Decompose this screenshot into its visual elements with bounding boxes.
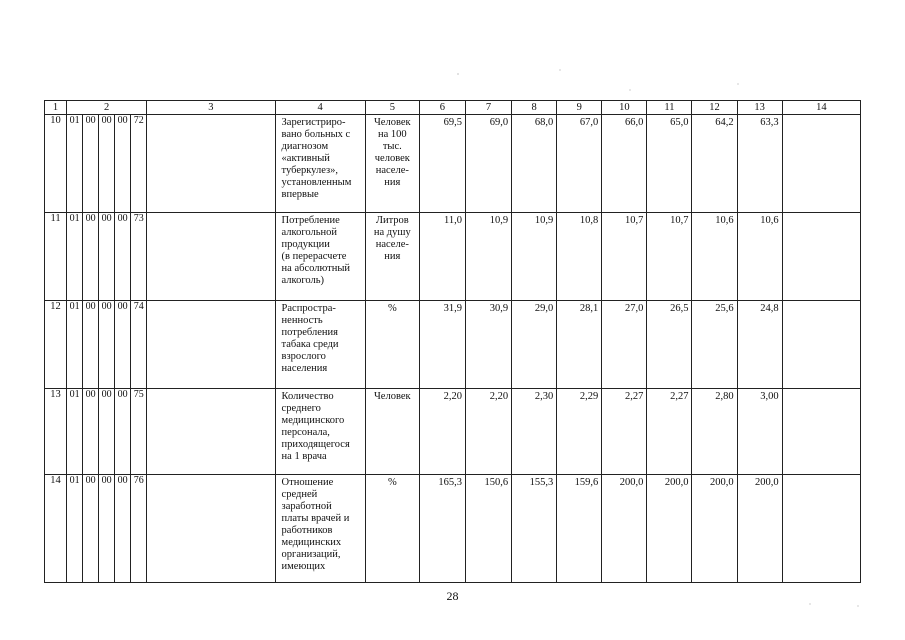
code-cell: 73 <box>131 213 147 301</box>
col-header-9: 9 <box>557 101 602 115</box>
indicator-cell: Зарегистриро- вано больных с диагнозом «активный туберкулез», установленным впервые <box>275 115 365 213</box>
value-text: 150,6 <box>484 477 509 488</box>
empty-col-14-cell <box>782 115 860 213</box>
value-cell <box>557 301 602 389</box>
code-cell: 00 <box>83 301 99 389</box>
indicator-cell: Потребление алкогольной продукции (в перерасчете на абсолютный алкоголь) <box>275 213 365 301</box>
code-cell: 00 <box>115 301 131 389</box>
value-cell <box>512 115 557 213</box>
value-text: 2,27 <box>670 391 689 402</box>
value-text: 200,0 <box>755 477 779 488</box>
code-cell: 00 <box>83 475 99 583</box>
code-cell: 00 <box>115 389 131 475</box>
value-cell <box>692 389 737 475</box>
code-cell: 00 <box>83 389 99 475</box>
value-cell <box>419 301 465 389</box>
empty-col-3-cell <box>147 115 275 213</box>
code-cell: 00 <box>83 115 99 213</box>
col-header-7: 7 <box>465 101 511 115</box>
value-text: 26,5 <box>670 303 689 314</box>
column-number-row <box>45 101 861 115</box>
col-header-4: 4 <box>275 101 365 115</box>
value-text: 25,6 <box>715 303 734 314</box>
col-header-12: 12 <box>692 101 737 115</box>
unit-cell: Человек на 100 тыс. человек населе- ния <box>365 115 419 213</box>
value-text: 10,6 <box>715 215 734 226</box>
value-cell <box>602 115 647 213</box>
col-header-13: 13 <box>737 101 782 115</box>
value-cell <box>737 213 782 301</box>
value-text: 63,3 <box>760 117 779 128</box>
value-cell <box>737 115 782 213</box>
row-number-cell: 12 <box>45 301 67 389</box>
col-header-2: 2 <box>67 101 147 115</box>
value-text: 155,3 <box>529 477 554 488</box>
col-header-1: 1 <box>45 101 67 115</box>
empty-col-3-cell <box>147 475 275 583</box>
code-cell: 75 <box>131 389 147 475</box>
value-cell <box>602 301 647 389</box>
value-text: 67,0 <box>579 117 599 128</box>
empty-col-14-cell <box>782 213 860 301</box>
value-cell <box>557 213 602 301</box>
code-cell: 00 <box>99 115 115 213</box>
value-cell <box>512 389 557 475</box>
value-cell <box>419 213 465 301</box>
value-text: 10,7 <box>625 215 644 226</box>
value-text: 10,6 <box>760 215 779 226</box>
value-text: 28,1 <box>579 303 599 314</box>
col-header-11: 11 <box>647 101 692 115</box>
value-cell <box>692 475 737 583</box>
unit-cell: Человек <box>365 389 419 475</box>
value-cell <box>512 301 557 389</box>
unit-cell: Литров на душу населе- ния <box>365 213 419 301</box>
code-cell: 01 <box>67 213 83 301</box>
value-cell <box>419 389 465 475</box>
table-row <box>45 213 861 301</box>
value-cell <box>557 475 602 583</box>
page-number: 28 <box>446 589 459 603</box>
table-row <box>45 389 861 475</box>
value-text: 10,7 <box>670 215 689 226</box>
table-row <box>45 115 861 213</box>
value-text: 2,20 <box>489 391 509 402</box>
row-number-cell: 10 <box>45 115 67 213</box>
value-text: 29,0 <box>534 303 554 314</box>
code-cell: 76 <box>131 475 147 583</box>
value-cell <box>602 213 647 301</box>
value-cell <box>419 475 465 583</box>
code-cell: 01 <box>67 389 83 475</box>
unit-cell: % <box>365 475 419 583</box>
table-body <box>45 101 861 583</box>
value-cell <box>647 213 692 301</box>
empty-col-14-cell <box>782 389 860 475</box>
code-cell: 00 <box>99 301 115 389</box>
empty-col-3-cell <box>147 213 275 301</box>
value-cell <box>647 301 692 389</box>
value-text: 24,8 <box>760 303 779 314</box>
empty-col-3-cell <box>147 389 275 475</box>
col-header-10: 10 <box>602 101 647 115</box>
col-header-6: 6 <box>419 101 465 115</box>
code-cell: 00 <box>99 389 115 475</box>
value-cell <box>419 115 465 213</box>
value-cell <box>465 213 511 301</box>
value-text: 200,0 <box>619 477 644 488</box>
row-number-cell: 14 <box>45 475 67 583</box>
value-cell <box>557 115 602 213</box>
value-cell <box>737 475 782 583</box>
code-cell: 00 <box>115 213 131 301</box>
col-header-5: 5 <box>365 101 419 115</box>
data-table <box>44 100 861 583</box>
code-cell: 01 <box>67 301 83 389</box>
value-text: 65,0 <box>670 117 689 128</box>
value-cell <box>692 115 737 213</box>
value-cell <box>602 389 647 475</box>
table-row <box>45 301 861 389</box>
value-text: 69,5 <box>443 117 462 128</box>
value-cell <box>737 301 782 389</box>
value-text: 66,0 <box>625 117 644 128</box>
col-header-8: 8 <box>512 101 557 115</box>
value-text: 2,27 <box>625 391 644 402</box>
value-text: 200,0 <box>664 477 689 488</box>
value-text: 11,0 <box>443 215 462 226</box>
empty-col-3-cell <box>147 301 275 389</box>
value-text: 68,0 <box>534 117 554 128</box>
value-cell <box>465 389 511 475</box>
col-header-3: 3 <box>147 101 275 115</box>
code-cell: 00 <box>99 213 115 301</box>
value-text: 31,9 <box>443 303 462 314</box>
empty-col-14-cell <box>782 301 860 389</box>
indicator-cell: Отношение средней заработной платы врачей и работников медицинских организаций, имеющих <box>275 475 365 583</box>
value-text: 30,9 <box>489 303 509 314</box>
value-text: 2,20 <box>443 391 462 402</box>
value-cell <box>737 389 782 475</box>
value-cell <box>692 301 737 389</box>
value-text: 2,29 <box>579 391 599 402</box>
code-cell: 72 <box>131 115 147 213</box>
code-cell: 00 <box>115 115 131 213</box>
value-text: 2,80 <box>715 391 734 402</box>
value-text: 2,30 <box>534 391 554 402</box>
code-cell: 01 <box>67 475 83 583</box>
value-text: 10,9 <box>534 215 554 226</box>
value-cell <box>647 475 692 583</box>
value-cell <box>602 475 647 583</box>
code-cell: 00 <box>115 475 131 583</box>
value-cell <box>647 389 692 475</box>
row-number-cell: 11 <box>45 213 67 301</box>
code-cell: 00 <box>83 213 99 301</box>
value-cell <box>465 475 511 583</box>
value-cell <box>512 475 557 583</box>
value-cell <box>692 213 737 301</box>
indicator-cell: Количество среднего медицинского персонала, приходящегося на 1 врача <box>275 389 365 475</box>
unit-cell: % <box>365 301 419 389</box>
value-text: 64,2 <box>715 117 734 128</box>
value-text: 10,8 <box>579 215 599 226</box>
code-cell: 74 <box>131 301 147 389</box>
value-cell <box>557 389 602 475</box>
table-row <box>45 475 861 583</box>
value-text: 69,0 <box>489 117 509 128</box>
value-text: 165,3 <box>438 477 462 488</box>
col-header-14: 14 <box>782 101 860 115</box>
value-cell <box>512 213 557 301</box>
value-text: 27,0 <box>625 303 644 314</box>
value-cell <box>465 301 511 389</box>
indicator-cell: Распростра- ненность потребления табака среди взрослого населения <box>275 301 365 389</box>
value-text: 200,0 <box>709 477 734 488</box>
row-number-cell: 13 <box>45 389 67 475</box>
code-cell: 00 <box>99 475 115 583</box>
value-text: 3,00 <box>760 391 779 402</box>
value-text: 159,6 <box>574 477 599 488</box>
value-cell <box>647 115 692 213</box>
value-cell <box>465 115 511 213</box>
value-text: 10,9 <box>489 215 509 226</box>
code-cell: 01 <box>67 115 83 213</box>
empty-col-14-cell <box>782 475 860 583</box>
